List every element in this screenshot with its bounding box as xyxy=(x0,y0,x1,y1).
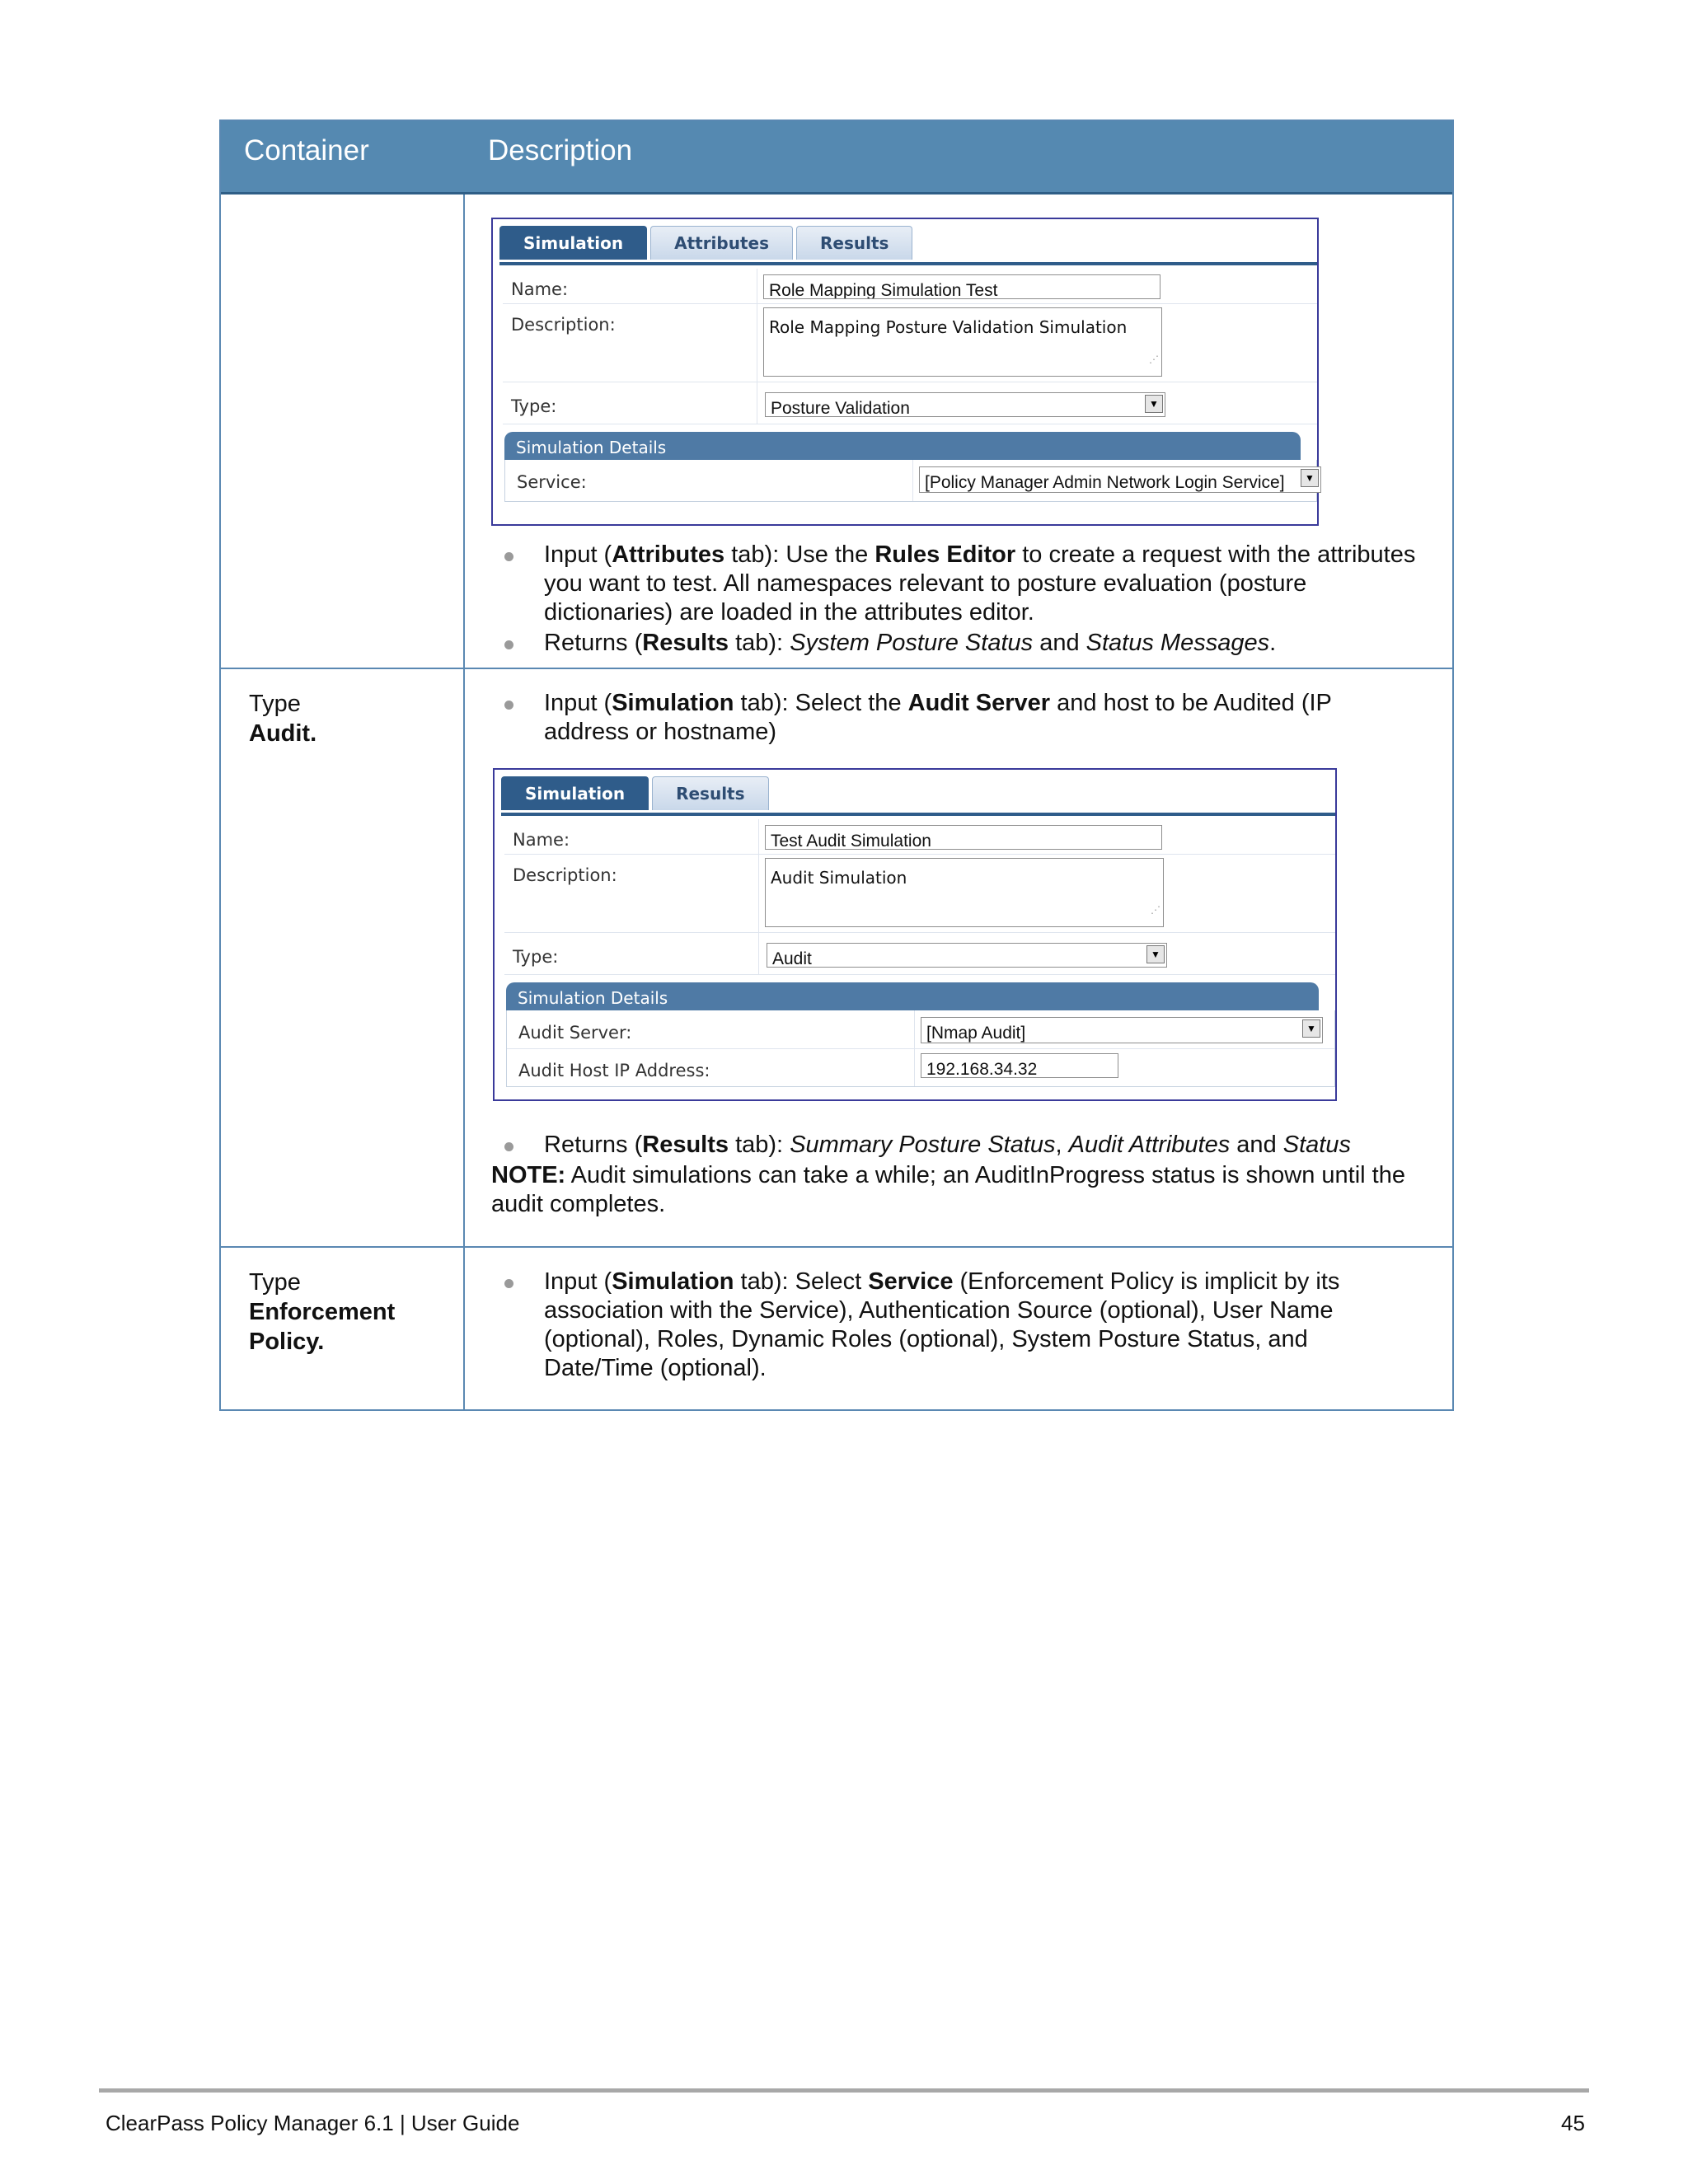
simulation-details-header: Simulation Details xyxy=(504,432,1301,460)
type-row xyxy=(504,933,1335,975)
dropdown-arrow-icon[interactable]: ▼ xyxy=(1145,395,1163,413)
type-label: Type: xyxy=(511,396,557,416)
name-field[interactable]: Test Audit Simulation xyxy=(765,825,1162,850)
description-cell xyxy=(465,669,1452,1246)
type-select[interactable] xyxy=(765,392,1165,417)
list-item xyxy=(504,629,1419,658)
table-header xyxy=(221,121,1452,194)
description-field[interactable] xyxy=(765,858,1164,927)
type-value: Audit xyxy=(772,949,812,968)
name-label: Name: xyxy=(511,279,569,299)
service-label: Service: xyxy=(517,472,587,492)
tab-simulation[interactable]: Simulation xyxy=(499,226,647,260)
simulation-details-box xyxy=(504,460,1317,502)
name-row xyxy=(503,269,1317,304)
description-value: Audit Simulation xyxy=(771,868,907,888)
footer-divider xyxy=(99,2088,1589,2093)
tab-attributes[interactable]: Attributes xyxy=(650,226,793,260)
field-divider xyxy=(758,855,759,932)
list-item xyxy=(504,1131,1419,1160)
audit-server-label: Audit Server: xyxy=(518,1023,632,1043)
table-row xyxy=(221,669,1452,1248)
header-container: Container xyxy=(244,134,369,166)
description-cell xyxy=(465,194,1452,668)
header-description: Description xyxy=(488,134,633,166)
type-name: Enforcement Policy. xyxy=(249,1299,396,1355)
audit-host-ip-row xyxy=(507,1048,1334,1086)
description-value: Role Mapping Posture Validation Simulation xyxy=(769,317,1128,337)
description-row xyxy=(503,304,1317,382)
name-label: Name: xyxy=(513,830,570,850)
service-value: [Policy Manager Admin Network Login Service] xyxy=(925,473,1285,492)
description-row xyxy=(504,855,1335,933)
list-item xyxy=(504,1268,1419,1383)
tab-bar xyxy=(499,226,916,262)
type-label: Type xyxy=(249,1269,301,1296)
service-select[interactable] xyxy=(919,466,1321,493)
description-cell xyxy=(465,1248,1452,1409)
resize-grip-icon[interactable]: ⋰ xyxy=(1151,904,1160,916)
type-name: Audit. xyxy=(249,720,317,747)
audit-simulation-screenshot xyxy=(493,768,1337,1101)
description-label: Description: xyxy=(513,865,617,885)
tab-simulation[interactable]: Simulation xyxy=(501,776,649,810)
list-item xyxy=(504,541,1419,627)
table-row xyxy=(221,194,1452,669)
audit-host-ip-label: Audit Host IP Address: xyxy=(518,1061,710,1080)
container-cell xyxy=(221,194,465,668)
audit-server-row xyxy=(507,1010,1334,1049)
container-cell xyxy=(221,669,465,1246)
name-field[interactable]: Role Mapping Simulation Test xyxy=(763,274,1160,299)
bullet-text: Input (Simulation tab): Select the Audit Server and host to be Audited (IP address or hostname) xyxy=(544,690,1332,745)
page-number: 45 xyxy=(1561,2111,1585,2135)
description-field[interactable] xyxy=(763,307,1162,377)
bullet-text: Returns (Results tab): System Posture Status and Status Messages. xyxy=(544,630,1277,656)
posture-simulation-screenshot xyxy=(491,218,1319,526)
dropdown-arrow-icon[interactable]: ▼ xyxy=(1301,469,1319,487)
resize-grip-icon[interactable]: ⋰ xyxy=(1149,354,1159,365)
bullet-text: Returns (Results tab): Summary Posture Status, Audit Attributes and Status xyxy=(544,1132,1351,1158)
simulation-details-header: Simulation Details xyxy=(506,982,1319,1010)
tab-results[interactable]: Results xyxy=(652,776,768,810)
field-divider xyxy=(912,460,913,501)
type-label: Type: xyxy=(513,947,559,967)
tab-bar xyxy=(501,776,772,813)
name-row xyxy=(504,819,1335,855)
dropdown-arrow-icon[interactable]: ▼ xyxy=(1302,1019,1320,1038)
field-divider xyxy=(914,1048,915,1086)
type-label: Type xyxy=(249,691,301,717)
container-cell xyxy=(221,1248,465,1409)
field-divider xyxy=(914,1010,915,1048)
field-divider xyxy=(758,819,759,854)
tab-underline xyxy=(499,262,1317,265)
tab-underline xyxy=(501,813,1335,816)
note-text: NOTE: Audit simulations can take a while; an AuditInProgress status is shown until the audit completes. xyxy=(491,1162,1405,1217)
bullet-text: Input (Attributes tab): Use the Rules Editor to create a request with the attributes you want to test. All namespaces relevant to posture evaluation (posture dictionaries) are loaded in the attributes editor. xyxy=(544,541,1416,626)
type-value: Posture Validation xyxy=(771,399,910,417)
bullet-text: Input (Simulation tab): Select Service (Enforcement Policy is implicit by its association with the Service), Authentication Source (optional), User Name (optional), Roles, Dynamic Roles (optional), System Posture Status, and Date/Time (optional). xyxy=(544,1268,1340,1381)
description-table xyxy=(219,120,1454,1411)
audit-host-ip-field[interactable]: 192.168.34.32 xyxy=(921,1053,1118,1078)
dropdown-arrow-icon[interactable]: ▼ xyxy=(1146,945,1165,963)
audit-server-select[interactable] xyxy=(921,1017,1323,1043)
type-select[interactable] xyxy=(767,943,1167,968)
type-row xyxy=(503,382,1317,424)
list-item xyxy=(504,689,1419,747)
simulation-details-box xyxy=(506,1010,1335,1087)
footer-title: ClearPass Policy Manager 6.1 | User Guide xyxy=(106,2111,520,2135)
description-label: Description: xyxy=(511,315,616,335)
audit-server-value: [Nmap Audit] xyxy=(926,1024,1026,1043)
tab-results[interactable]: Results xyxy=(796,226,912,260)
table-row xyxy=(221,1248,1452,1409)
field-divider xyxy=(758,933,759,974)
